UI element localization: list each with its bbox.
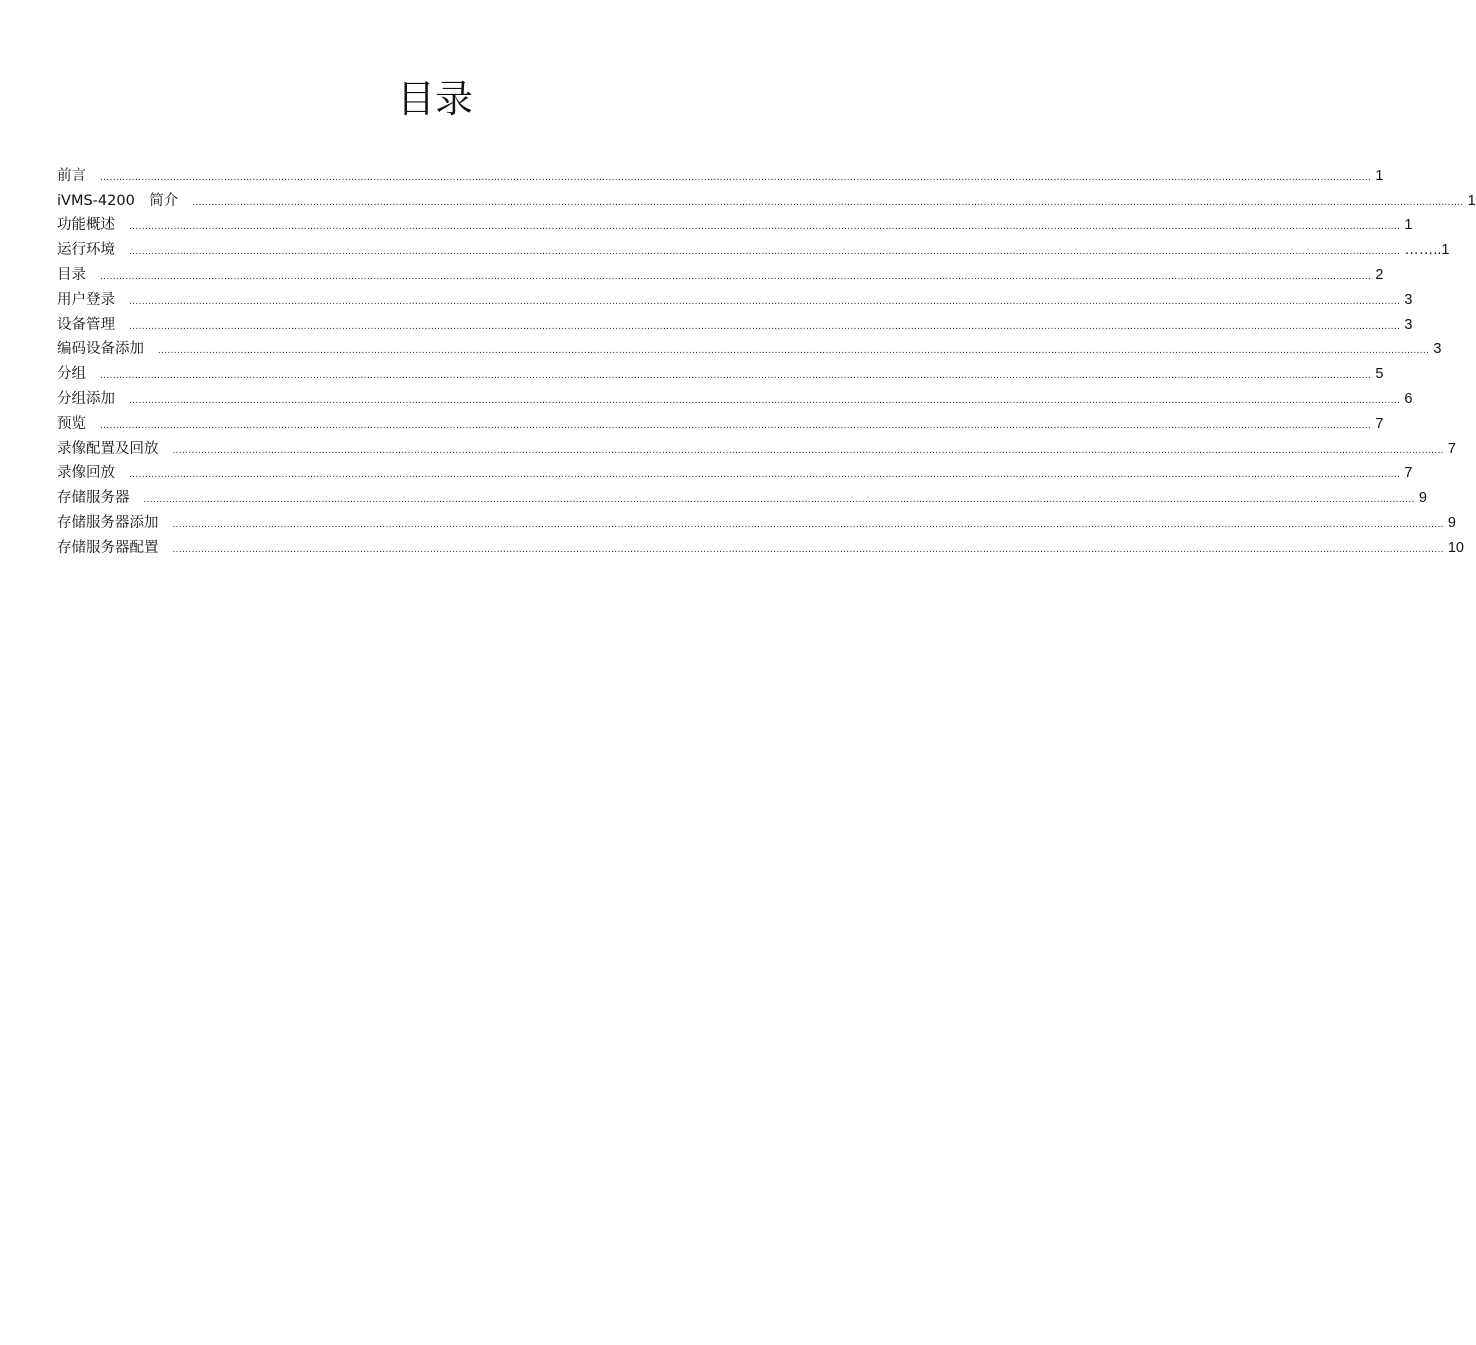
toc-entry-label: 目录 bbox=[57, 266, 86, 283]
toc-entry-page: 3 bbox=[1404, 316, 1413, 333]
toc-entry-label: 存储服务器添加 bbox=[57, 514, 159, 531]
toc-entry[interactable] bbox=[57, 383, 1413, 408]
toc-entry-label: 编码设备添加 bbox=[57, 341, 144, 358]
toc-entry[interactable] bbox=[57, 482, 1427, 507]
toc-entry-label: 录像配置及回放 bbox=[57, 440, 159, 457]
toc-entry-label: 存储服务器配置 bbox=[57, 539, 159, 556]
toc-leader-dots: ................................................................................................................................................................................................................................................................................................................................................................................................................ bbox=[143, 494, 1415, 506]
toc-entry[interactable] bbox=[57, 334, 1442, 359]
toc-leader-dots: ................................................................................................................................................................................................................................................................................................................................................................................................................ bbox=[129, 320, 1401, 332]
toc-entry-page: 1 bbox=[1404, 217, 1413, 234]
toc-entry[interactable] bbox=[57, 358, 1384, 383]
toc-leader-dots: ................................................................................................................................................................................................................................................................................................................................................................................................................ bbox=[129, 394, 1401, 406]
table-of-contents bbox=[57, 160, 1476, 557]
toc-entry[interactable] bbox=[57, 259, 1384, 284]
toc-leader-dots: ................................................................................................................................................................................................................................................................................................................................................................................................................ bbox=[172, 518, 1444, 530]
toc-entry[interactable] bbox=[57, 507, 1456, 532]
toc-leader-dots: ................................................................................................................................................................................................................................................................................................................................................................................................................ bbox=[192, 196, 1464, 208]
toc-entry[interactable] bbox=[57, 309, 1413, 334]
toc-entry-label: 分组添加 bbox=[57, 390, 115, 407]
toc-leader-dots: ................................................................................................................................................................................................................................................................................................................................................................................................................ bbox=[100, 270, 1372, 282]
toc-entry-label: 功能概述 bbox=[57, 217, 115, 234]
toc-entry[interactable] bbox=[57, 458, 1413, 483]
toc-leader-dots: ................................................................................................................................................................................................................................................................................................................................................................................................................ bbox=[158, 345, 1430, 357]
toc-entry[interactable] bbox=[57, 284, 1413, 309]
toc-entry[interactable] bbox=[57, 532, 1464, 557]
toc-entry[interactable] bbox=[57, 185, 1476, 210]
toc-entry[interactable] bbox=[57, 160, 1384, 185]
toc-entry-page: 3 bbox=[1404, 291, 1413, 308]
toc-leader-dots: ................................................................................................................................................................................................................................................................................................................................................................................................................ bbox=[100, 171, 1372, 183]
toc-entry-label: 用户登录 bbox=[57, 291, 115, 308]
page-title: 目录 bbox=[396, 77, 473, 121]
toc-entry-page: 9 bbox=[1418, 490, 1427, 507]
toc-entry-label: iVMS-4200 简介 bbox=[57, 192, 179, 209]
toc-leader-dots: ................................................................................................................................................................................................................................................................................................................................................................................................................ bbox=[100, 370, 1372, 382]
toc-leader-dots: ................................................................................................................................................................................................................................................................................................................................................................................................................ bbox=[129, 469, 1401, 481]
toc-entry-page: 1 bbox=[1467, 192, 1476, 209]
toc-leader-dots: ................................................................................................................................................................................................................................................................................................................................................................................................................ bbox=[129, 221, 1401, 233]
toc-entry[interactable] bbox=[57, 210, 1413, 235]
toc-entry-page: ……..1 bbox=[1404, 242, 1450, 259]
toc-entry-label: 存储服务器 bbox=[57, 490, 130, 507]
toc-entry[interactable] bbox=[57, 234, 1450, 259]
toc-entry-page: 10 bbox=[1447, 539, 1464, 556]
toc-entry-label: 预览 bbox=[57, 415, 86, 432]
toc-entry-label: 运行环境 bbox=[57, 242, 115, 259]
toc-leader-dots: ................................................................................................................................................................................................................................................................................................................................................................................................................ bbox=[129, 246, 1401, 258]
toc-entry-label: 设备管理 bbox=[57, 316, 115, 333]
toc-entry-page: 1 bbox=[1375, 167, 1384, 184]
toc-entry-page: 6 bbox=[1404, 390, 1413, 407]
toc-entry[interactable] bbox=[57, 433, 1456, 458]
toc-entry-page: 7 bbox=[1447, 440, 1456, 457]
toc-entry-page: 7 bbox=[1404, 465, 1413, 482]
toc-entry-label: 前言 bbox=[57, 167, 86, 184]
toc-leader-dots: ................................................................................................................................................................................................................................................................................................................................................................................................................ bbox=[172, 543, 1444, 555]
toc-entry[interactable] bbox=[57, 408, 1384, 433]
toc-entry-page: 5 bbox=[1375, 366, 1384, 383]
toc-leader-dots: ................................................................................................................................................................................................................................................................................................................................................................................................................ bbox=[129, 295, 1401, 307]
toc-leader-dots: ................................................................................................................................................................................................................................................................................................................................................................................................................ bbox=[172, 444, 1444, 456]
toc-entry-page: 2 bbox=[1375, 266, 1384, 283]
toc-entry-page: 7 bbox=[1375, 415, 1384, 432]
toc-entry-label: 分组 bbox=[57, 366, 86, 383]
toc-entry-page: 3 bbox=[1433, 341, 1442, 358]
toc-leader-dots: ................................................................................................................................................................................................................................................................................................................................................................................................................ bbox=[100, 419, 1372, 431]
toc-entry-page: 9 bbox=[1447, 514, 1456, 531]
toc-entry-label: 录像回放 bbox=[57, 465, 115, 482]
